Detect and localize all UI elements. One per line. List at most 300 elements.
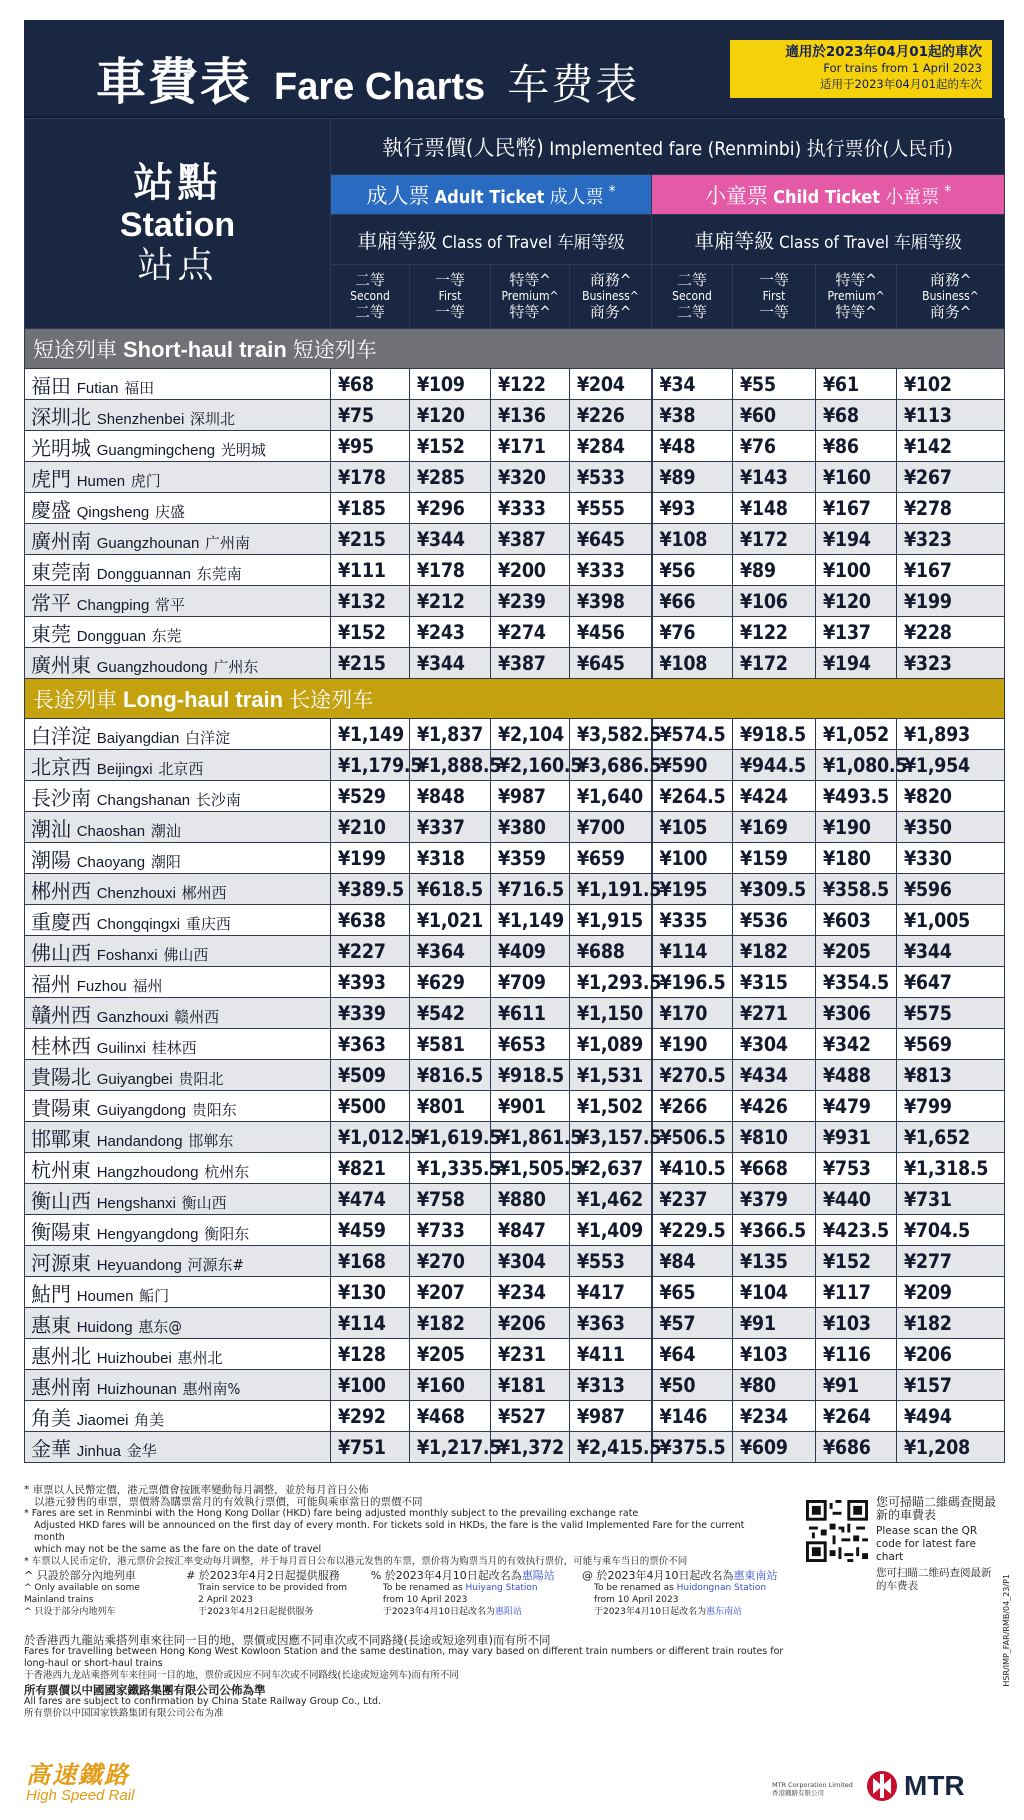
class-en: Second: [350, 289, 390, 303]
adult-fare-cell: ¥337: [410, 812, 491, 843]
station-name: [25, 524, 331, 555]
table-row: [25, 648, 1005, 679]
child-fare-cell: ¥57: [652, 1308, 733, 1339]
station-name-en: Heyuandong: [96, 1256, 182, 1274]
table-row: [25, 967, 1005, 998]
adult-fare-cell: ¥1,462: [570, 1184, 652, 1215]
adult-fare-cell: ¥1,372: [491, 1432, 570, 1463]
child-fare-cell: ¥479: [816, 1091, 897, 1122]
fare-table: [24, 118, 1005, 1463]
station-name-zhs: 杭州东: [204, 1162, 250, 1181]
adult-fare-cell: ¥285: [410, 462, 491, 493]
adult-fare-cell: ¥152: [331, 617, 410, 648]
child-fare-cell: ¥182: [733, 936, 816, 967]
child-fare-cell: ¥799: [897, 1091, 1005, 1122]
adult-fare-cell: ¥130: [331, 1277, 410, 1308]
child-fare-cell: ¥271: [733, 998, 816, 1029]
station-header-zhs: 站点: [137, 244, 218, 286]
child-fare-cell: ¥146: [652, 1401, 733, 1432]
child-fare-cell: ¥1,208: [897, 1432, 1005, 1463]
station-name-zhs: 深圳北: [190, 409, 236, 428]
adult-zhs: 成人票: [549, 186, 604, 208]
child-fare-cell: ¥434: [733, 1060, 816, 1091]
child-fare-cell: ¥91: [816, 1370, 897, 1401]
station-name-en: Guangzhoudong: [96, 658, 208, 676]
class-zh: 二等: [676, 271, 707, 289]
adult-fare-cell: ¥284: [570, 431, 652, 462]
section-label: 短途列車: [33, 337, 117, 362]
note-line: ^ Only available on some Mainland trains: [24, 1583, 140, 1605]
adult-fare-cell: ¥821: [331, 1153, 410, 1184]
note-line: 所有票价以中国国家铁路集团有限公司公布为准: [24, 1708, 224, 1719]
adult-fare-cell: ¥344: [410, 524, 491, 555]
station-name-en: Handandong: [96, 1132, 183, 1150]
station-name-zh: 桂林西: [31, 1033, 91, 1058]
adult-fare-cell: ¥581: [410, 1029, 491, 1060]
class-zhs: 一等: [758, 303, 789, 321]
title-en: Fare Charts: [274, 66, 486, 108]
section-label: Short-haul train: [123, 336, 287, 362]
station-name-zhs: 广州南: [205, 533, 251, 552]
adult-fare-cell: ¥417: [570, 1277, 652, 1308]
badge-line: 適用於2023年04月01起的車次: [785, 44, 982, 60]
station-name-en: Shenzhenbei: [96, 410, 185, 428]
station-name-zhs: 河源东#: [187, 1255, 244, 1274]
huiyang-en-link[interactable]: Huiyang Station: [465, 1583, 538, 1593]
adult-fare-cell: ¥987: [570, 1401, 652, 1432]
symbol-notes: [24, 1570, 784, 1618]
class-zh: 一等: [758, 271, 789, 289]
child-fare-cell: ¥80: [733, 1370, 816, 1401]
adult-fare-cell: ¥1,012.5: [331, 1122, 410, 1153]
child-fare-cell: ¥234: [733, 1401, 816, 1432]
table-row: [25, 1122, 1005, 1153]
short_haul-section-header: [25, 329, 1005, 369]
child-fare-cell: ¥686: [816, 1432, 897, 1463]
adult-fare-cell: ¥2,415.5: [570, 1432, 652, 1463]
station-name: [25, 1246, 331, 1277]
adult-fare-cell: ¥409: [491, 936, 570, 967]
adult-fare-cell: ¥239: [491, 586, 570, 617]
note-line: 于2023年4月10日起改名为: [382, 1607, 495, 1617]
child-fare-cell: ¥108: [652, 524, 733, 555]
station-name: [25, 1184, 331, 1215]
child-fare-cell: ¥152: [816, 1246, 897, 1277]
station-name-en: Guangmingcheng: [96, 441, 216, 459]
station-name-en: Changping: [76, 596, 150, 614]
adult-fare-cell: ¥3,582.5: [570, 719, 652, 750]
adult-fare-cell: ¥114: [331, 1308, 410, 1339]
station-name-zh: 惠州北: [31, 1343, 91, 1368]
huidongnan-en-link[interactable]: Huidongnan Station: [676, 1583, 767, 1593]
station-name: [25, 555, 331, 586]
station-name-zh: 長沙南: [31, 785, 91, 810]
adult-fare-cell: ¥1,888.5: [410, 750, 491, 781]
travel-note: [24, 1634, 784, 1682]
corp-name-en: MTR Corporation Limited: [772, 1781, 853, 1789]
station-name-en: Guilinxi: [96, 1039, 146, 1057]
station-name-zh: 慶盛: [31, 497, 71, 522]
station-name-zhs: 重庆西: [185, 914, 231, 933]
adult-fare-cell: ¥1,861.5: [491, 1122, 570, 1153]
child-fare-cell: ¥50: [652, 1370, 733, 1401]
adult-fare-cell: ¥3,686.5: [570, 750, 652, 781]
fare-chart-poster: [24, 20, 1004, 1463]
child-fare-cell: ¥335: [652, 905, 733, 936]
child-fare-cell: ¥137: [816, 617, 897, 648]
adult-zh: 成人票: [366, 183, 430, 208]
station-name-zh: 鮕門: [31, 1281, 71, 1306]
station-name-zhs: 衡阳东: [204, 1224, 250, 1243]
station-name-en: Qingsheng: [76, 503, 150, 521]
hsr-logo-en: High Speed Rail: [26, 1787, 135, 1804]
child-fare-cell: ¥148: [733, 493, 816, 524]
adult-fare-cell: ¥1,217.5: [410, 1432, 491, 1463]
child-fare-cell: ¥117: [816, 1277, 897, 1308]
adult-fare-cell: ¥1,915: [570, 905, 652, 936]
station-name-en: Baiyangdian: [96, 729, 180, 747]
adult-fare-cell: ¥653: [491, 1029, 570, 1060]
child-fare-cell: ¥575: [897, 998, 1005, 1029]
station-name-zhs: 白洋淀: [185, 728, 231, 747]
child-fare-cell: ¥229.5: [652, 1215, 733, 1246]
child-fare-cell: ¥142: [897, 431, 1005, 462]
table-row: [25, 812, 1005, 843]
class-en: Business^: [582, 289, 639, 303]
class-en: Second: [672, 289, 712, 303]
adult-fare-cell: ¥816.5: [410, 1060, 491, 1091]
mtr-logo: [866, 1770, 965, 1802]
child-zhs: 小童票: [885, 186, 940, 208]
child-fare-cell: ¥1,005: [897, 905, 1005, 936]
station-name-zhs: 鲘门: [139, 1286, 170, 1305]
adult-fare-cell: ¥1,335.5: [410, 1153, 491, 1184]
adult-fare-cell: ¥363: [331, 1029, 410, 1060]
station-name-zh: 北京西: [31, 754, 91, 779]
adult-fare-cell: ¥880: [491, 1184, 570, 1215]
adult-fare-cell: ¥387: [491, 648, 570, 679]
child-fare-cell: ¥488: [816, 1060, 897, 1091]
class-zh: 特等^: [835, 271, 877, 289]
qr-code-icon[interactable]: [806, 1500, 868, 1562]
station-name-en: Changshanan: [96, 791, 191, 809]
child-fare-cell: ¥590: [652, 750, 733, 781]
table-row: [25, 1184, 1005, 1215]
adult-fare-cell: ¥847: [491, 1215, 570, 1246]
child-fare-cell: ¥379: [733, 1184, 816, 1215]
table-row: [25, 524, 1005, 555]
adult-fare-cell: ¥456: [570, 617, 652, 648]
adult-fare-cell: ¥380: [491, 812, 570, 843]
table-row: [25, 586, 1005, 617]
child-fare-cell: ¥354.5: [816, 967, 897, 998]
adult-fare-cell: ¥3,157.5: [570, 1122, 652, 1153]
class-zhs: 一等: [434, 303, 465, 321]
table-row: [25, 843, 1005, 874]
child-fare-cell: ¥104: [733, 1277, 816, 1308]
huiyang-link[interactable]: 惠陽站: [521, 1569, 555, 1582]
station-name-zh: 白洋淀: [31, 723, 91, 748]
table-row: [25, 1153, 1005, 1184]
adult-fare-cell: ¥411: [570, 1339, 652, 1370]
station-name: [25, 936, 331, 967]
class-zhs: 二等: [676, 303, 707, 321]
station-name-en: Ganzhouxi: [96, 1008, 169, 1026]
child-fare-cell: ¥55: [733, 369, 816, 400]
table-row: [25, 369, 1005, 400]
note-line: ^ 只設於部分內地列車: [24, 1569, 136, 1582]
station-name-zh: 金華: [31, 1436, 71, 1461]
adult-fare-cell: ¥2,637: [570, 1153, 652, 1184]
adult-fare-cell: ¥459: [331, 1215, 410, 1246]
child-fare-cell: ¥1,080.5: [816, 750, 897, 781]
adult-fare-cell: ¥716.5: [491, 874, 570, 905]
child-fare-cell: ¥330: [897, 843, 1005, 874]
station-name-zh: 深圳北: [31, 404, 91, 429]
adult-ticket-header: [331, 175, 652, 215]
adult-fare-cell: ¥618.5: [410, 874, 491, 905]
child-fare-cell: ¥157: [897, 1370, 1005, 1401]
adult-fare-cell: ¥1,149: [331, 719, 410, 750]
huidongnan-zhs-link[interactable]: 惠东南站: [706, 1607, 743, 1617]
caret-note: [24, 1570, 164, 1618]
station-header-en: Station: [119, 205, 236, 244]
child-fare-cell: ¥56: [652, 555, 733, 586]
adult-fare-cell: ¥901: [491, 1091, 570, 1122]
note-line: 您可掃瞄二維碼查閱最新的車費表: [876, 1495, 997, 1522]
corp-name-zh: 香港鐵路有限公司: [772, 1789, 824, 1797]
station-name-zhs: 惠东@: [138, 1317, 182, 1336]
station-name-zh: 光明城: [31, 435, 91, 460]
badge-line: For trains from 1 April 2023: [823, 61, 982, 75]
child-fare-cell: ¥103: [816, 1308, 897, 1339]
child-en: Child Ticket: [773, 186, 881, 208]
adult-fare-cell: ¥688: [570, 936, 652, 967]
adult-fare-cell: ¥801: [410, 1091, 491, 1122]
child-fare-cell: ¥358.5: [816, 874, 897, 905]
child-fare-cell: ¥1,052: [816, 719, 897, 750]
adult-fare-cell: ¥128: [331, 1339, 410, 1370]
long_haul-section-header: [25, 679, 1005, 719]
child-fare-cell: ¥344: [897, 936, 1005, 967]
note-line: # 於2023年4月2日起提供服務: [186, 1569, 340, 1582]
adult-fare-cell: ¥296: [410, 493, 491, 524]
station-name-zhs: 郴州西: [181, 883, 227, 902]
station-name-en: Guangzhounan: [96, 534, 200, 552]
adult-fare-cell: ¥364: [410, 936, 491, 967]
class-subheader: [331, 265, 410, 329]
station-name: [25, 400, 331, 431]
table-row: [25, 493, 1005, 524]
child-fare-cell: ¥267: [897, 462, 1005, 493]
adult-fare-cell: ¥393: [331, 967, 410, 998]
station-name-zhs: 潮汕: [150, 821, 181, 840]
adult-fare-cell: ¥95: [331, 431, 410, 462]
table-row: [25, 1215, 1005, 1246]
note-line: 所有票價以中國國家鐵路集團有限公司公佈為準: [24, 1683, 266, 1697]
adult-fare-cell: ¥1,837: [410, 719, 491, 750]
station-name-en: Futian: [76, 379, 119, 397]
station-name-en: Hengshanxi: [96, 1194, 176, 1212]
adult-fare-cell: ¥1,409: [570, 1215, 652, 1246]
child-fare-cell: ¥426: [733, 1091, 816, 1122]
adult-fare-cell: ¥185: [331, 493, 410, 524]
note-line: 于2023年4月10日起改名为: [593, 1607, 707, 1617]
child-fare-cell: ¥306: [816, 998, 897, 1029]
child-fare-cell: ¥182: [897, 1308, 1005, 1339]
child-fare-cell: ¥304: [733, 1029, 816, 1060]
hsr-logo-zh: 高速鐵路: [26, 1761, 130, 1789]
class-en: First: [438, 289, 462, 303]
adult-fare-cell: ¥199: [331, 843, 410, 874]
station-name-en: Dongguan: [76, 627, 146, 645]
station-name-zhs: 潮阳: [150, 852, 181, 871]
child-fare-cell: ¥918.5: [733, 719, 816, 750]
implemented-fare-header: [331, 119, 1005, 175]
child-fare-cell: ¥195: [652, 874, 733, 905]
station-name: [25, 1122, 331, 1153]
station-name-zhs: 赣州西: [174, 1007, 220, 1026]
station-name: [25, 905, 331, 936]
station-name: [25, 1060, 331, 1091]
adult-fare-cell: ¥542: [410, 998, 491, 1029]
child-fare-cell: ¥190: [816, 812, 897, 843]
child-fare-cell: ¥277: [897, 1246, 1005, 1277]
child-fare-cell: ¥34: [652, 369, 733, 400]
section-label: 长途列车: [289, 687, 374, 712]
note-line: 以港元發售的車票，票價將為購票當月的有效執行票價，可能與乘車當日的票價不同: [34, 1496, 423, 1508]
station-name: [25, 617, 331, 648]
adult-en: Adult Ticket: [434, 186, 545, 208]
station-name-zh: 廣州東: [31, 652, 91, 677]
page-title: [96, 42, 639, 114]
adult-fare-cell: ¥171: [491, 431, 570, 462]
station-name-en: Beijingxi: [96, 760, 153, 778]
adult-fare-cell: ¥758: [410, 1184, 491, 1215]
adult-fare-cell: ¥212: [410, 586, 491, 617]
adult-fare-cell: ¥1,293.5: [570, 967, 652, 998]
table-row: [25, 1339, 1005, 1370]
adult-fare-cell: ¥210: [331, 812, 410, 843]
adult-fare-cell: ¥178: [410, 555, 491, 586]
class-zh: 車廂等級: [694, 229, 775, 253]
table-row: [25, 781, 1005, 812]
adult-fare-cell: ¥1,640: [570, 781, 652, 812]
child-fare-cell: ¥1,893: [897, 719, 1005, 750]
adult-fare-cell: ¥333: [491, 493, 570, 524]
child-fare-cell: ¥266: [652, 1091, 733, 1122]
child-fare-cell: ¥309.5: [733, 874, 816, 905]
station-name-zhs: 长沙南: [195, 790, 241, 809]
adult-fare-cell: ¥555: [570, 493, 652, 524]
station-name-zh: 東莞南: [31, 559, 91, 584]
child-fare-cell: ¥114: [652, 936, 733, 967]
station-name-zhs: 桂林西: [151, 1038, 197, 1057]
hash-note: [186, 1570, 349, 1618]
adult-fare-cell: ¥1,531: [570, 1060, 652, 1091]
child-fare-cell: ¥813: [897, 1060, 1005, 1091]
station-name: [25, 1215, 331, 1246]
station-name-zhs: 福田: [124, 378, 155, 397]
station-name: [25, 462, 331, 493]
station-name: [25, 493, 331, 524]
station-name-en: Huizhoubei: [96, 1349, 172, 1367]
adult-mark: *: [608, 181, 616, 200]
child-fare-cell: ¥1,954: [897, 750, 1005, 781]
station-name-zh: 郴州西: [31, 878, 91, 903]
adult-fare-cell: ¥500: [331, 1091, 410, 1122]
station-name-zhs: 东莞南: [196, 564, 242, 583]
station-name-zhs: 惠州南%: [182, 1379, 241, 1398]
child-fare-cell: ¥170: [652, 998, 733, 1029]
adult-fare-cell: ¥333: [570, 555, 652, 586]
station-name-zh: 重慶西: [31, 909, 91, 934]
class-zh: 商務^: [929, 271, 972, 289]
section-label: 長途列車: [33, 687, 117, 712]
child-fare-cell: ¥506.5: [652, 1122, 733, 1153]
station-name-zh: 角美: [31, 1405, 71, 1430]
adult-fare-cell: ¥68: [331, 369, 410, 400]
adult-fare-cell: ¥160: [410, 1370, 491, 1401]
table-row: [25, 750, 1005, 781]
class-zhs: 车厢等级: [893, 233, 962, 253]
station-name: [25, 719, 331, 750]
adult-fare-cell: ¥215: [331, 524, 410, 555]
station-name: [25, 812, 331, 843]
class-subheader: [897, 265, 1005, 329]
child-fare-cell: ¥494: [897, 1401, 1005, 1432]
class-en: Premium^: [827, 289, 885, 303]
note-line: from 10 April 2023: [593, 1595, 679, 1605]
child-fare-cell: ¥264: [816, 1401, 897, 1432]
percent-note: [371, 1570, 560, 1618]
child-fare-cell: ¥931: [816, 1122, 897, 1153]
adult-fare-cell: ¥109: [410, 369, 491, 400]
adult-fare-cell: ¥1,505.5: [491, 1153, 570, 1184]
huidongnan-link[interactable]: 惠東南站: [733, 1569, 778, 1582]
station-name: [25, 1277, 331, 1308]
child-fare-cell: ¥172: [733, 648, 816, 679]
adult-fare-cell: ¥2,104: [491, 719, 570, 750]
adult-fare-cell: ¥270: [410, 1246, 491, 1277]
child-fare-cell: ¥66: [652, 586, 733, 617]
station-name: [25, 874, 331, 905]
child-fare-cell: ¥113: [897, 400, 1005, 431]
child-fare-cell: ¥704.5: [897, 1215, 1005, 1246]
note-line: Fares for travelling between Hong Kong West Kowloon Station and the same destination, may vary based on different train numbers or different train routes for long-haul or short-haul trains: [24, 1646, 784, 1669]
station-name: [25, 369, 331, 400]
adult-fare-cell: ¥700: [570, 812, 652, 843]
table-row: [25, 1277, 1005, 1308]
reference-code: HSR/IMP_FAR/RMB/04_23/P1: [1002, 1574, 1011, 1687]
adult-fare-cell: ¥136: [491, 400, 570, 431]
adult-fare-cell: ¥509: [331, 1060, 410, 1091]
adult-fare-cell: ¥387: [491, 524, 570, 555]
station-name-en: Guiyangdong: [96, 1101, 186, 1119]
child-fare-cell: ¥68: [816, 400, 897, 431]
child-fare-cell: ¥315: [733, 967, 816, 998]
child-fare-cell: ¥810: [733, 1122, 816, 1153]
station-name-zh: 潮陽: [31, 847, 71, 872]
adult-class-header: [331, 215, 652, 265]
adult-fare-cell: ¥751: [331, 1432, 410, 1463]
note-line: 于香港西九龙站乘搭列车来往同一目的地，票价或因应不同车次或不同路线(长途或短途列车)而有所不同: [24, 1670, 459, 1681]
hsr-logo: [26, 1762, 134, 1804]
huiyang-zhs-link[interactable]: 惠阳站: [494, 1607, 522, 1617]
child-mark: *: [944, 181, 952, 200]
station-name-en: Guiyangbei: [96, 1070, 173, 1088]
child-fare-cell: ¥143: [733, 462, 816, 493]
